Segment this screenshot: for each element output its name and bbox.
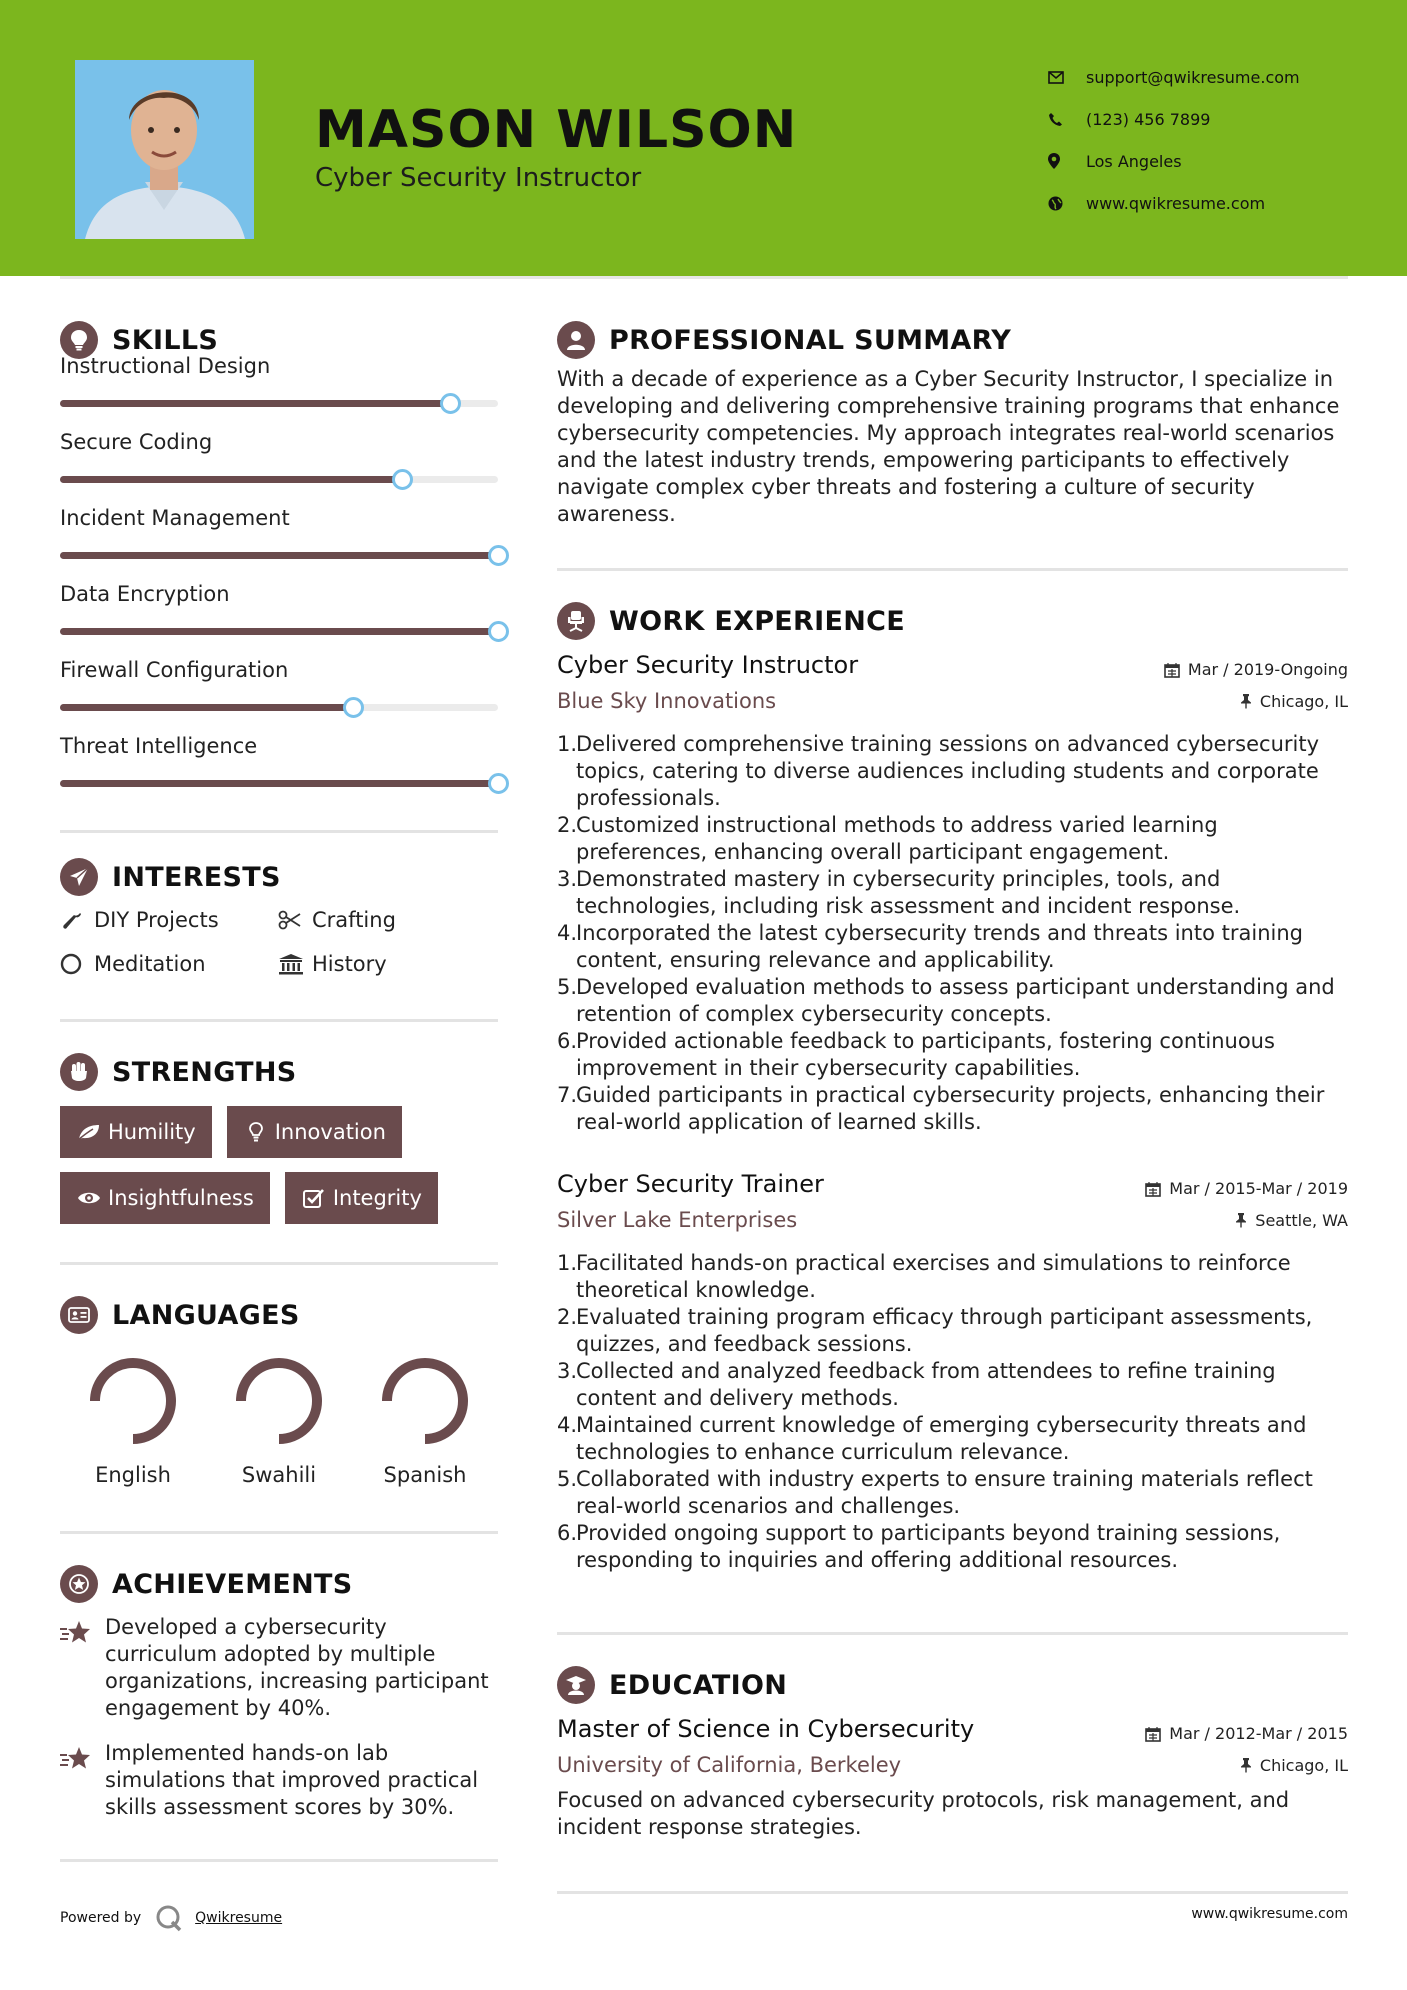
lightbulb-icon (239, 1122, 273, 1142)
skill-item (60, 658, 498, 734)
job-location (1240, 692, 1348, 711)
skill-bar (60, 476, 498, 483)
achievement-text: Developed a cybersecurity curriculum adopted by multiple organizations, increasing participant engagement by 40%. (105, 1615, 489, 1720)
skill-bar-knob (488, 621, 509, 642)
job-entry (557, 1170, 1348, 1574)
summary-text: With a decade of experience as a Cyber Security Instructor, I specialize in developing and delivering comprehensive training programs that enhance cybersecurity competencies. My approach integrates real-world scenarios and the latest industry trends, empowering participants to effectively navigate complex cyber threats and fostering a culture of security awareness. (557, 367, 1340, 526)
profile-photo (75, 60, 254, 239)
location-text: Los Angeles (1086, 151, 1182, 171)
achievement-item (60, 1740, 498, 1821)
job-location-text: Chicago, IL (1259, 691, 1348, 711)
language-name: Swahili (241, 1463, 317, 1487)
skill-item (60, 506, 498, 582)
bullet-text: Collected and analyzed feedback from attendees to refine training content and delivery methods. (576, 1359, 1276, 1410)
languages-heading (60, 1295, 498, 1335)
language-name: English (95, 1463, 171, 1487)
bullet-text: Customized instructional methods to address varied learning preferences, enhancing overall participant engagement. (576, 813, 1218, 864)
summary-title: PROFESSIONAL SUMMARY (609, 324, 1012, 356)
skill-name: Firewall Configuration (60, 658, 289, 682)
job-bullet (557, 1304, 1348, 1358)
skill-bar (60, 780, 498, 787)
footer-website[interactable]: www.qwikresume.com (1191, 1906, 1348, 1922)
skill-name: Instructional Design (60, 354, 271, 378)
contact-website (1048, 182, 1300, 224)
map-pin-icon (1048, 153, 1086, 169)
achievement-text: Implemented hands-on lab simulations that improved practical skills assessment scores by 30%. (105, 1741, 479, 1819)
interest-item (60, 951, 278, 977)
left-column (60, 320, 498, 1862)
bullet-number: 6. (557, 1521, 578, 1545)
summary-heading (557, 320, 1348, 360)
skill-item (60, 582, 498, 658)
skill-bar-fill (60, 704, 353, 711)
education-text: Focused on advanced cybersecurity protocols, risk management, and incident response strategies. (557, 1788, 1290, 1839)
bullet-text: Collaborated with industry experts to ensure training materials reflect real-world scenarios and challenges. (576, 1467, 1313, 1518)
bullet-number: 1. (557, 732, 578, 756)
bullet-text: Demonstrated mastery in cybersecurity principles, tools, and technologies, including risk assessment and incident response. (576, 867, 1241, 918)
contact-phone (1048, 98, 1300, 140)
job-bullet (557, 1466, 1348, 1520)
footer-powered-by (60, 1904, 282, 1932)
interest-label: DIY Projects (94, 908, 219, 932)
language-level-ring (231, 1353, 327, 1449)
job-bullet (557, 866, 1348, 920)
skill-bar-fill (60, 400, 450, 407)
skill-bar-knob (343, 697, 364, 718)
job-entry (557, 651, 1348, 1136)
job-bullet (557, 731, 1348, 812)
skill-item (60, 354, 498, 430)
leaf-icon (72, 1123, 106, 1141)
phone-icon (1048, 112, 1086, 127)
strength-label: Integrity (332, 1186, 422, 1210)
paper-plane-icon (60, 858, 98, 896)
bullet-text: Delivered comprehensive training sessions on advanced cybersecurity topics, catering to diverse audiences including students and corporate professionals. (576, 732, 1320, 810)
skill-bar-fill (60, 476, 402, 483)
skill-bar (60, 552, 498, 559)
phone-text: (123) 456 7899 (1086, 109, 1211, 129)
website-text[interactable]: www.qwikresume.com (1086, 193, 1266, 213)
strengths-heading (60, 1052, 498, 1092)
language-level-arc (387, 1363, 463, 1439)
bullet-text: Developed evaluation methods to assess participant understanding and retention of complex cybersecurity concepts. (576, 975, 1335, 1026)
skill-bar-fill (60, 780, 498, 787)
job-location (1235, 1211, 1348, 1230)
bullet-text: Evaluated training program efficacy through participant assessments, quizzes, and feedback sessions. (576, 1305, 1313, 1356)
job-bullet (557, 974, 1348, 1028)
job-bullets (557, 731, 1348, 1136)
bullet-number: 7. (557, 1083, 578, 1107)
bullet-number: 6. (557, 1029, 578, 1053)
qwikresume-logo-icon (155, 1904, 183, 1932)
bullet-number: 2. (557, 813, 578, 837)
skill-bar-fill (60, 628, 498, 635)
bullet-text: Maintained current knowledge of emerging cybersecurity threats and technologies to enhance curriculum relevance. (576, 1413, 1307, 1464)
bullet-number: 4. (557, 1413, 578, 1437)
candidate-name: MASON WILSON (315, 100, 798, 160)
fist-icon (60, 1053, 98, 1091)
powered-by-text: Powered by (60, 1910, 142, 1926)
job-bullets (557, 1250, 1348, 1574)
job-dates (1145, 1179, 1348, 1198)
checkbox-icon (297, 1188, 331, 1208)
interest-item (278, 951, 498, 977)
language-item (206, 1353, 352, 1487)
section-divider (557, 568, 1348, 571)
bullet-text: Incorporated the latest cybersecurity trends and threats into training content, ensuring relevance and applicability. (576, 921, 1303, 972)
job-bullet (557, 812, 1348, 866)
education-dates (1145, 1724, 1348, 1743)
strength-tag (285, 1172, 438, 1224)
bullet-number: 1. (557, 1251, 578, 1275)
strengths-list (60, 1106, 498, 1224)
user-icon (557, 321, 595, 359)
bullet-text: Guided participants in practical cybersecurity projects, enhancing their real-world application of learned skills. (576, 1083, 1325, 1134)
school-name: University of California, Berkeley (557, 1753, 902, 1777)
language-name: Spanish (383, 1463, 467, 1487)
wrench-icon (60, 909, 94, 931)
language-level-arc (95, 1363, 171, 1439)
pushpin-icon (1240, 1757, 1252, 1773)
language-item (60, 1353, 206, 1487)
skills-title: SKILLS (112, 324, 219, 356)
education-dates-text: Mar / 2012-Mar / 2015 (1169, 1724, 1348, 1743)
bullet-number: 5. (557, 975, 578, 999)
language-item (352, 1353, 498, 1487)
job-bullet (557, 1028, 1348, 1082)
job-bullet (557, 1082, 1348, 1136)
header-divider (60, 276, 1348, 279)
achievements-title: ACHIEVEMENTS (112, 1568, 353, 1600)
skill-name: Data Encryption (60, 582, 230, 606)
bullet-number: 4. (557, 921, 578, 945)
contact-location (1048, 140, 1300, 182)
job-location-text: Seattle, WA (1255, 1210, 1348, 1230)
education-location (1240, 1756, 1348, 1775)
star-icon (60, 1740, 105, 1821)
job-company: Silver Lake Enterprises (557, 1208, 798, 1232)
strength-label: Insightfulness (108, 1186, 254, 1210)
section-divider (557, 1891, 1348, 1894)
language-level-ring (377, 1353, 473, 1449)
bullet-number: 3. (557, 1359, 578, 1383)
strength-label: Humility (108, 1120, 196, 1144)
graduate-icon (557, 1666, 595, 1704)
achievements-list (60, 1614, 498, 1821)
eye-icon (72, 1190, 106, 1206)
bullet-number: 2. (557, 1305, 578, 1329)
office-chair-icon (557, 602, 595, 640)
section-divider (60, 830, 498, 833)
interest-item (60, 907, 278, 933)
pushpin-icon (1235, 1212, 1247, 1228)
job-dates (1164, 660, 1348, 679)
bullet-text: Provided ongoing support to participants beyond training sessions, responding to inquiries and offering additional resources. (576, 1521, 1281, 1572)
calendar-icon (1164, 662, 1180, 678)
job-title: Cyber Security Instructor (557, 651, 859, 679)
skill-bar-fill (60, 552, 498, 559)
achievements-heading (60, 1564, 498, 1604)
languages-list (60, 1353, 498, 1487)
section-divider (60, 1262, 498, 1265)
id-card-icon (60, 1296, 98, 1334)
education-entry (557, 1715, 1348, 1841)
right-column (557, 320, 1348, 1894)
section-divider (557, 1632, 1348, 1635)
skill-bar-knob (488, 545, 509, 566)
skill-bar-knob (392, 469, 413, 490)
job-company: Blue Sky Innovations (557, 689, 777, 713)
candidate-title: Cyber Security Instructor (315, 163, 642, 193)
section-divider (60, 1859, 498, 1862)
skills-list (60, 354, 498, 810)
skill-bar (60, 628, 498, 635)
globe-icon (1048, 196, 1086, 211)
section-divider (60, 1531, 498, 1534)
strength-tag (227, 1106, 402, 1158)
language-level-arc (241, 1363, 317, 1439)
envelope-icon (1048, 71, 1086, 84)
interest-label: Meditation (94, 952, 206, 976)
degree-title: Master of Science in Cybersecurity (557, 1715, 975, 1743)
bank-icon (278, 953, 312, 975)
interest-label: Crafting (312, 908, 396, 932)
interests-list (60, 907, 498, 977)
star-icon (60, 1614, 105, 1722)
job-bullet (557, 1358, 1348, 1412)
education-location-text: Chicago, IL (1259, 1755, 1348, 1775)
strength-tag (60, 1172, 270, 1224)
skill-item (60, 734, 498, 810)
skill-item (60, 430, 498, 506)
job-dates-text: Mar / 2015-Mar / 2019 (1169, 1179, 1348, 1198)
skill-bar-knob (440, 393, 461, 414)
calendar-icon (1145, 1181, 1161, 1197)
section-divider (60, 1019, 498, 1022)
interest-label: History (312, 952, 387, 976)
interests-heading (60, 857, 498, 897)
education-title: EDUCATION (609, 1669, 788, 1701)
job-bullet (557, 1412, 1348, 1466)
languages-title: LANGUAGES (112, 1299, 300, 1331)
pushpin-icon (1240, 693, 1252, 709)
work-heading (557, 601, 1348, 641)
job-bullet (557, 920, 1348, 974)
bullet-number: 3. (557, 867, 578, 891)
skill-bar-knob (488, 773, 509, 794)
interests-title: INTERESTS (112, 861, 281, 893)
skill-name: Incident Management (60, 506, 290, 530)
skill-bar (60, 400, 498, 407)
education-heading (557, 1665, 1348, 1705)
circle-icon (60, 953, 94, 975)
strengths-title: STRENGTHS (112, 1056, 297, 1088)
work-title: WORK EXPERIENCE (609, 605, 905, 637)
bullet-number: 5. (557, 1467, 578, 1491)
contact-block (1048, 56, 1300, 224)
strength-label: Innovation (274, 1120, 386, 1144)
job-dates-text: Mar / 2019-Ongoing (1187, 660, 1348, 679)
interest-item (278, 907, 498, 933)
qwikresume-link[interactable]: Qwikresume (195, 1910, 283, 1926)
job-bullet (557, 1250, 1348, 1304)
contact-email (1048, 56, 1300, 98)
job-bullet (557, 1520, 1348, 1574)
skill-name: Secure Coding (60, 430, 213, 454)
scissors-icon (278, 910, 312, 930)
job-title: Cyber Security Trainer (557, 1170, 824, 1198)
language-level-ring (85, 1353, 181, 1449)
achievement-item (60, 1614, 498, 1722)
bullet-text: Facilitated hands-on practical exercises and simulations to reinforce theoretical knowledge. (576, 1251, 1291, 1302)
email-text[interactable]: support@qwikresume.com (1086, 67, 1300, 87)
star-badge-icon (60, 1565, 98, 1603)
strength-tag (60, 1106, 212, 1158)
skill-name: Threat Intelligence (60, 734, 258, 758)
calendar-icon (1145, 1726, 1161, 1742)
bullet-text: Provided actionable feedback to participants, fostering continuous improvement in their cybersecurity capabilities. (576, 1029, 1275, 1080)
skill-bar (60, 704, 498, 711)
